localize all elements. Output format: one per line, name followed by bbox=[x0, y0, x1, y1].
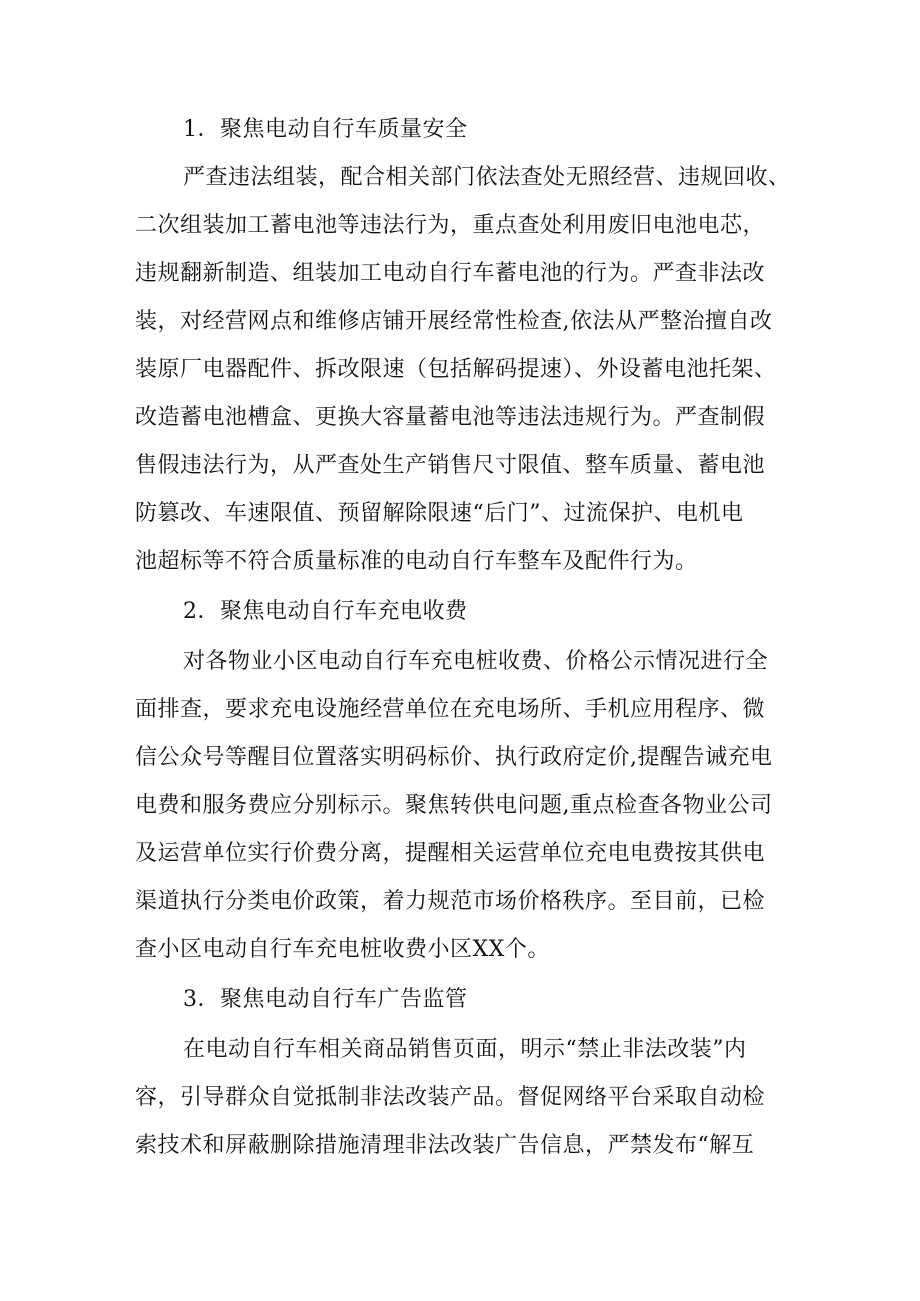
paragraph-line: 渠道执行分类电价政策，着力规范市场价格秩序。至目前，已检 bbox=[135, 889, 766, 914]
paragraph-line: 违规翻新制造、组装加工电动自行车蓄电池的行为。严查非法改 bbox=[135, 261, 766, 286]
paragraph-line: 面排查，要求充电设施经营单位在充电场所、手机应用程序、微 bbox=[135, 697, 766, 722]
paragraph-line: 严查违法组装，配合相关部门依法查处无照经营、违规回收、 bbox=[183, 165, 791, 190]
paragraph-line: 容，引导群众自觉抵制非法改装产品。督促网络平台采取自动检 bbox=[135, 1085, 766, 1110]
section-heading: 1．聚焦电动自行车质量安全 bbox=[183, 117, 468, 142]
paragraph-line: 池超标等不符合质量标准的电动自行车整车及配件行为。 bbox=[135, 549, 698, 574]
section-heading: 2．聚焦电动自行车充电收费 bbox=[183, 599, 468, 624]
paragraph-line: 索技术和屏蔽删除措施清理非法改装广告信息，严禁发布“解互 bbox=[135, 1133, 755, 1158]
paragraph-line: 装原厂电器配件、拆改限速（包括解码提速）、外设蓄电池托架、 bbox=[135, 357, 777, 382]
paragraph-line: 二次组装加工蓄电池等违法行为，重点查处利用废旧电池电芯， bbox=[135, 213, 766, 238]
paragraph-line: 信公众号等醒目位置落实明码标价、执行政府定价,提醒告诫充电 bbox=[135, 745, 773, 770]
paragraph-line: 改造蓄电池槽盒、更换大容量蓄电池等违法违规行为。严查制假 bbox=[135, 405, 766, 430]
paragraph-line: 及运营单位实行价费分离，提醒相关运营单位充电电费按其供电 bbox=[135, 841, 766, 866]
paragraph-line: 售假违法行为，从严查处生产销售尺寸限值、整车质量、蓄电池 bbox=[135, 453, 766, 478]
paragraph-line: 防篡改、车速限值、预留解除限速“后门”、过流保护、电机电 bbox=[135, 501, 744, 526]
paragraph-line: 查小区电动自行车充电桩收费小区XX个。 bbox=[135, 937, 550, 962]
paragraph-line: 对各物业小区电动自行车充电桩收费、价格公示情况进行全 bbox=[183, 649, 769, 674]
section-heading: 3．聚焦电动自行车广告监管 bbox=[183, 987, 468, 1012]
paragraph-line: 装，对经营网点和维修店铺开展经常性检查,依法从严整治擅自改 bbox=[135, 309, 773, 334]
paragraph-line: 在电动自行车相关商品销售页面，明示“禁止非法改装”内 bbox=[183, 1037, 747, 1062]
paragraph-line: 电费和服务费应分别标示。聚焦转供电问题,重点检查各物业公司 bbox=[135, 793, 773, 818]
